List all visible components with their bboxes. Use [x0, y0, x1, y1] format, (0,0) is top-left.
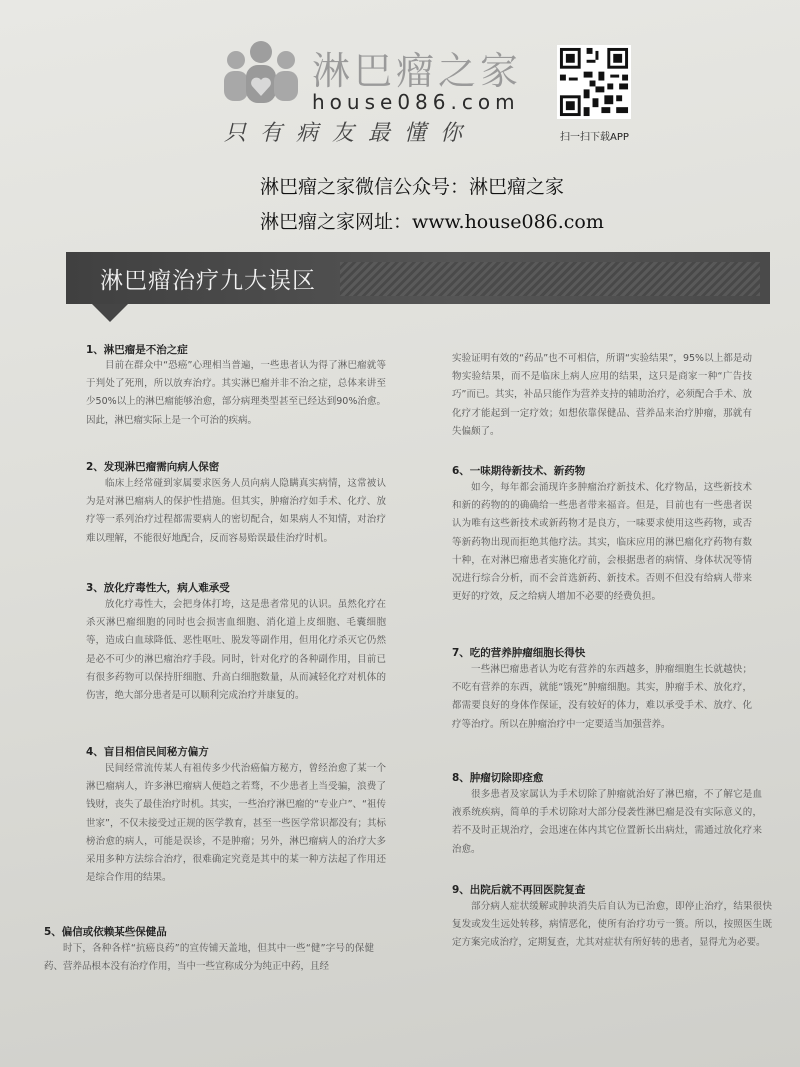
- banner-title: 淋巴瘤治疗九大误区: [100, 268, 316, 294]
- section-9-body: 部分病人症状缓解或肿块消失后自认为已治愈，即停止治疗，结果很快复发或发生远处转移，病情恶化，使所有治疗功亏一篑。所以，按照医生既定方案完成治疗，定期复查，尤其对症状有所好转的患者，显得尤为必要。: [452, 901, 772, 949]
- section-5-title: 5、偏信或依赖某些保健品: [44, 926, 167, 938]
- section-3-title: 3、放化疗毒性大，病人难承受: [86, 582, 230, 594]
- website-line: 淋巴瘤之家网址：www.house086.com: [260, 211, 604, 233]
- banner-stripes: [340, 262, 760, 296]
- qr-caption: 扫一扫下载APP: [560, 132, 629, 143]
- section-7-title: 7、吃的营养肿瘤细胞长得快: [452, 647, 586, 659]
- section-4-body: 民间经常流传某人有祖传多少代治癌偏方秘方，曾经治愈了某一个淋巴瘤病人，许多淋巴瘤病人便趋之若骛，不少患者上当受骗，浪费了钱财，丧失了最佳治疗时机。其实，一些治疗淋巴瘤的“专业户”、“祖传世家”，不仅未接受过正规的医学教育，甚至一些医学常识都没有；其标榜治愈的病人，可能是误诊，不是肿瘤；另外，淋巴瘤病人的治疗大多采用多种方法综合治疗，很难确定究竟是其中的某一种方法起了作用还是综合作用的结果。: [86, 763, 386, 884]
- section-1-title: 1、淋巴瘤是不治之症: [86, 344, 188, 356]
- logo-people-heart-icon: [222, 38, 300, 106]
- site-domain: house086.com: [312, 90, 520, 114]
- section-5-continued: 实验证明有效的“药品”也不可相信，所谓“实验结果”，95%以上都是动物实验结果，而不是临床上病人应用的结果，这只是商家一种“广告技巧”而已。其实，补品只能作为营养支持的辅助治疗，必须配合手术、放化疗才能起到一定疗效；如想依靠保健品、营养品来治疗肿瘤，那就有失偏颇了。: [452, 353, 752, 437]
- slogan: 只有病友最懂你: [224, 121, 477, 146]
- section-5-body: 时下，各种各样“抗癌良药”的宣传铺天盖地，但其中一些“健”字号的保健药、营养品根本没有治疗作用，当中一些宣称成分为纯正中药，且经: [44, 943, 374, 973]
- section-8-body: 很多患者及家属认为手术切除了肿瘤就治好了淋巴瘤，不了解它是血液系统疾病，简单的手术切除对大部分侵袭性淋巴瘤是没有实际意义的，若不及时正规治疗，会迅速在体内其它位置新长出病灶，需通过放化疗来治愈。: [452, 789, 762, 855]
- section-2-body: 临床上经常碰到家属要求医务人员向病人隐瞒真实病情，这常被认为是对淋巴瘤病人的保护性措施。但其实，肿瘤治疗如手术、化疗、放疗等一系列治疗过程都需要病人的密切配合，如果病人不知情，对治疗难以理解，不能很好地配合，反而容易贻误最佳治疗时机。: [86, 478, 386, 544]
- section-3-body: 放化疗毒性大，会把身体打垮，这是患者常见的认识。虽然化疗在杀灭淋巴瘤细胞的同时也会损害血细胞、消化道上皮细胞、毛囊细胞等，造成白血球降低、恶性呕吐、脱发等副作用，但用化疗杀灭它仍然是必不可少的淋巴瘤治疗手段。同时，针对化疗的各种副作用，目前已有很多药物可以保持肝细胞、升高白细胞数量，从而减轻化疗对机体的伤害，绝大部分患者是可以顺利完成治疗并康复的。: [86, 599, 386, 702]
- section-2-title: 2、发现淋巴瘤需向病人保密: [86, 461, 220, 473]
- site-name: 淋巴瘤之家: [312, 49, 523, 93]
- section-6-body: 如今，每年都会涌现许多肿瘤治疗新技术、化疗物品，这些新技术和新的药物的的确确给一些患者带来福音。但是，目前也有一些患者误认为唯有这些新技术或新药物才是良方，一味要求使用这些药物，或否等新药物出现而拒绝其他疗法。其实，临床应用的淋巴瘤化疗药物有数十种，在对淋巴瘤患者实施化疗前，会根据患者的病情、身体状况等情况进行综合分析，而不会首选新药、新技术。否则不但没有给病人带来更好的疗效，反之给病人增加不必要的经费负担。: [452, 482, 752, 603]
- wechat-line: 淋巴瘤之家微信公众号：淋巴瘤之家: [260, 176, 565, 198]
- section-8-title: 8、肿瘤切除即痊愈: [452, 772, 544, 784]
- section-4-title: 4、盲目相信民间秘方偏方: [86, 746, 209, 758]
- section-6-title: 6、一味期待新技术、新药物: [452, 465, 586, 477]
- banner-notch: [92, 304, 128, 322]
- section-9-title: 9、出院后就不再回医院复查: [452, 884, 586, 896]
- qr-code-icon[interactable]: [557, 45, 631, 119]
- section-1-body: 目前在群众中“恐癌”心理相当普遍，一些患者认为得了淋巴瘤就等于判处了死刑，所以放弃治疗。其实淋巴瘤并非不治之症，总体来讲至少50%以上的淋巴瘤能够治愈，部分病理类型甚至已经达到90%治愈。因此，淋巴瘤实际上是一个可治的疾病。: [86, 360, 386, 426]
- section-7-body: 一些淋巴瘤患者认为吃有营养的东西越多，肿瘤细胞生长就越快；不吃有营养的东西，就能“饿死”肿瘤细胞。其实，肿瘤手术、放化疗，都需要良好的身体作保证，没有较好的体力，难以承受手术、放疗、化疗等治疗。所以在肿瘤治疗中一定要适当加强营养。: [452, 664, 752, 730]
